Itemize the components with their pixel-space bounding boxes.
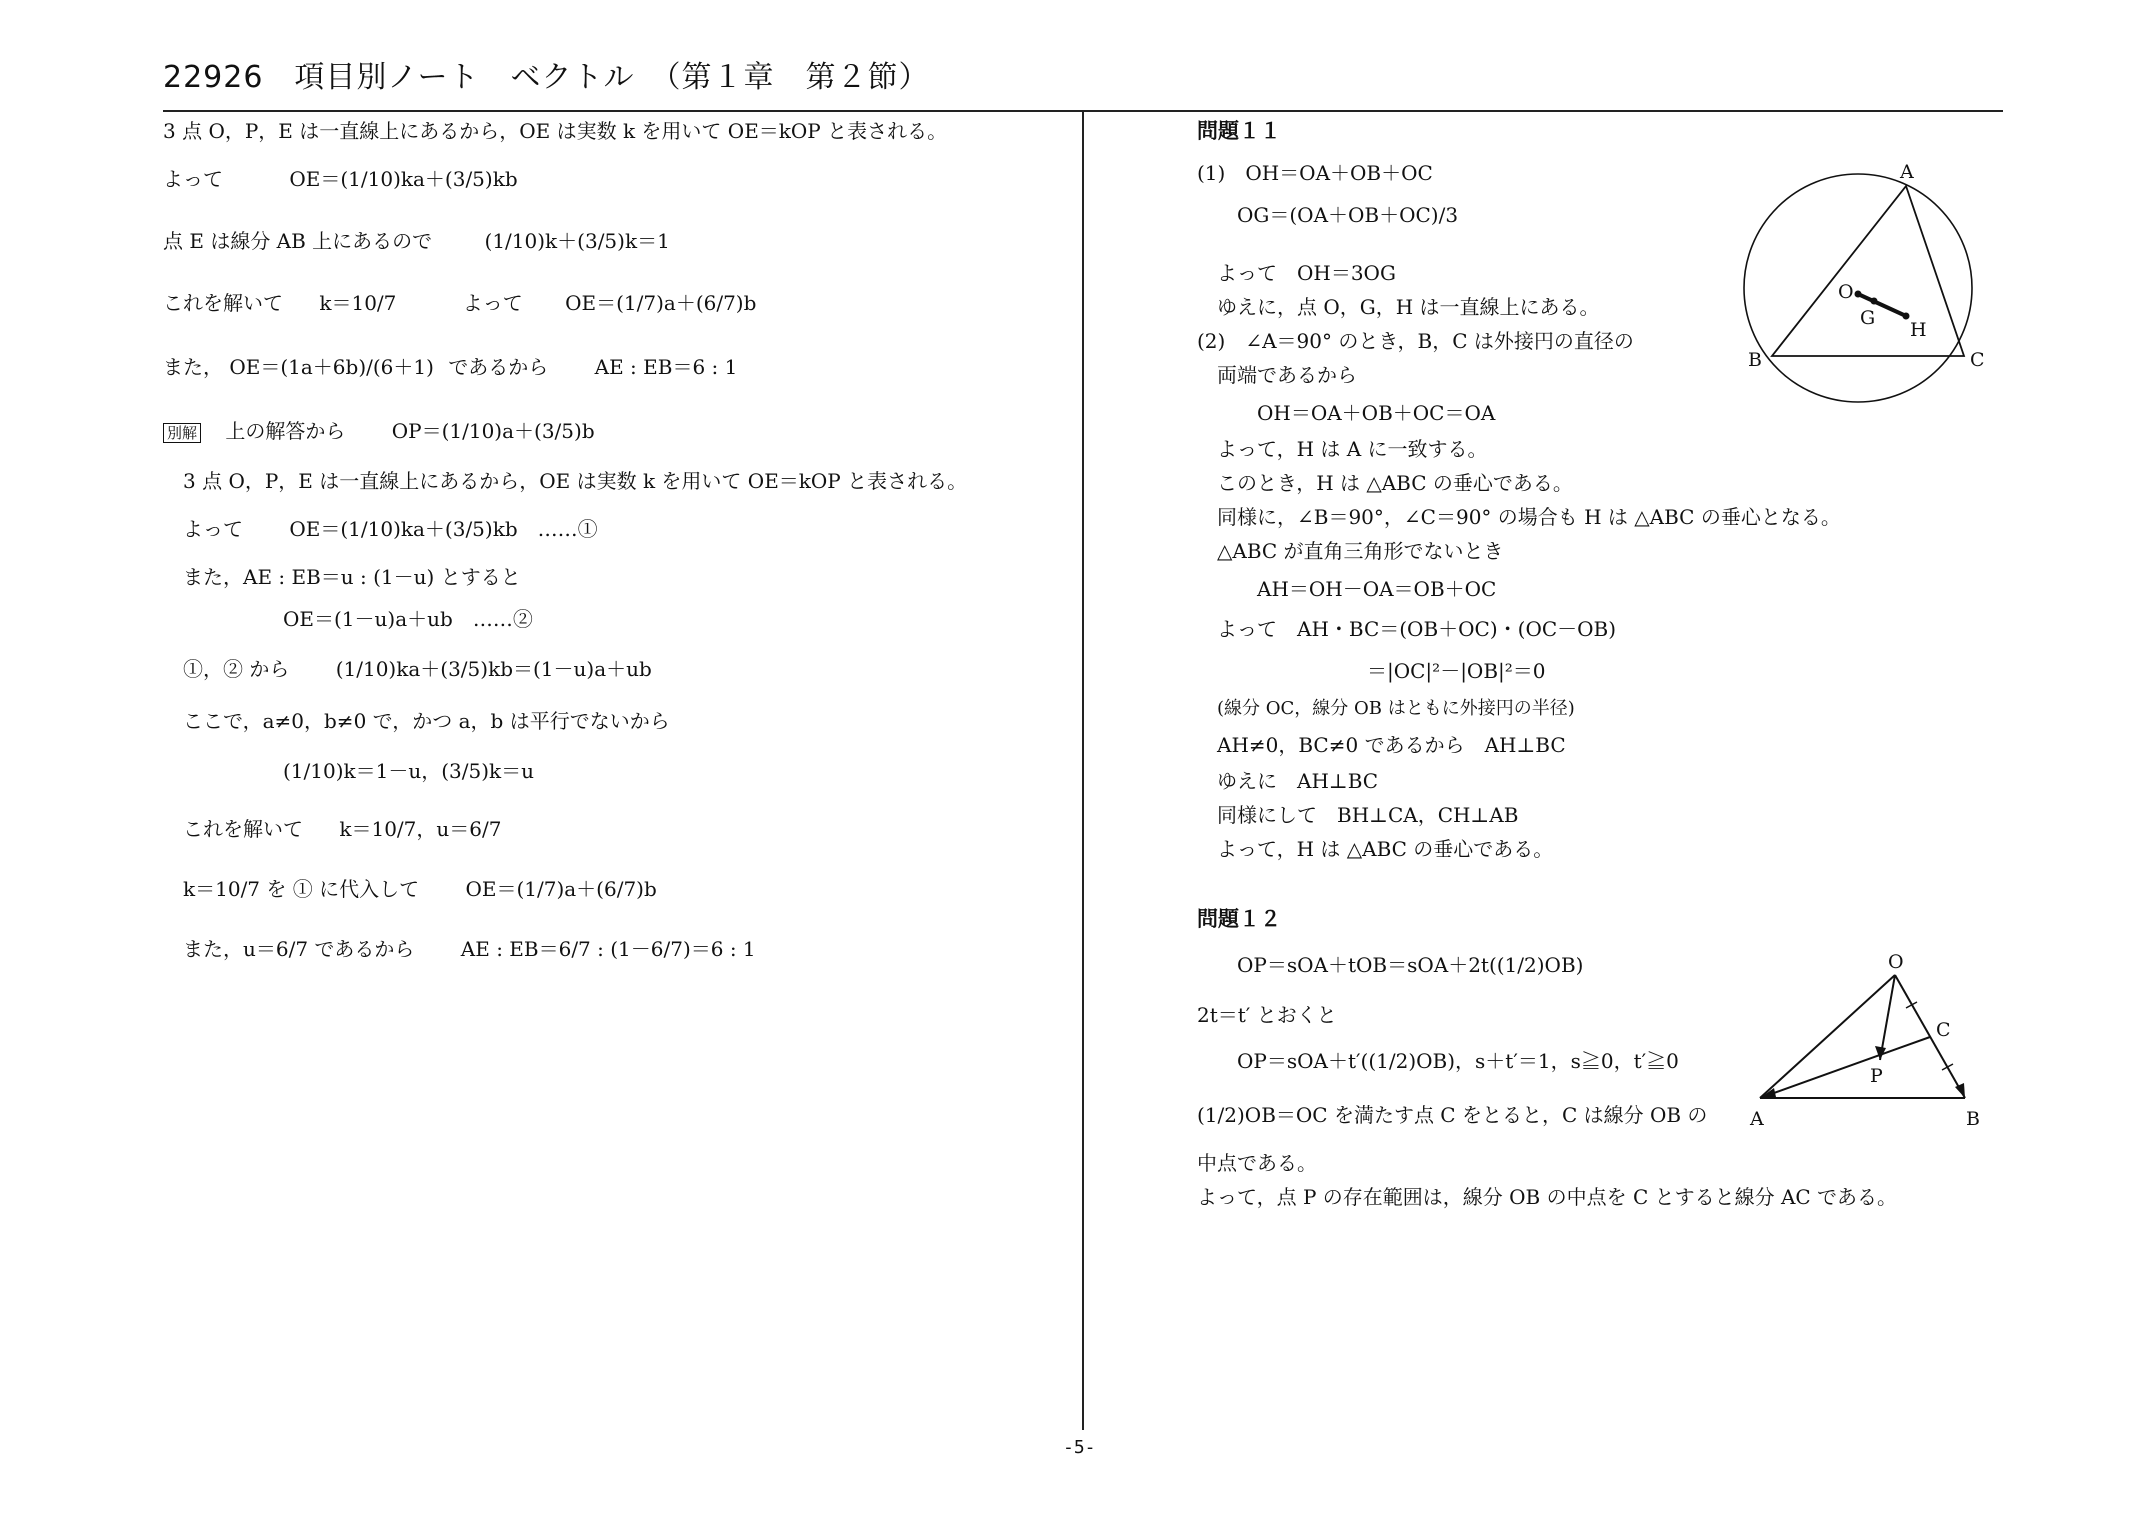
label-o: O <box>1838 281 1854 303</box>
triangle-oab-figure <box>1740 950 2000 1140</box>
text: また，u＝6/7 であるから <box>183 937 415 961</box>
text: 上の解答から <box>225 419 346 443</box>
text: よって <box>163 167 223 191</box>
alt-line-5 <box>183 656 652 682</box>
arrow-b <box>1955 1083 1965 1098</box>
p11-line-4: ゆえに，点 O，G，H は一直線上にある。 <box>1217 295 1600 319</box>
problem-12-title: 問題１２ <box>1197 907 1281 931</box>
p11-line-18: 同様にして BH⊥CA，CH⊥AB <box>1217 803 1519 827</box>
text: これを解いて <box>183 817 303 841</box>
column-divider <box>1082 112 1084 1430</box>
triangle-abc <box>1772 186 1964 356</box>
label-p2: P <box>1870 1065 1883 1087</box>
ratio: AE : EB＝6 : 1 <box>594 355 738 379</box>
text: また， <box>163 355 223 379</box>
p11-line-16: AH≠0，BC≠0 であるから AH⊥BC <box>1217 733 1566 757</box>
label-c2: C <box>1936 1019 1951 1041</box>
p11-line-11: △ABC が直角三角形でないとき <box>1217 539 1504 563</box>
p11-line-3: よって OH＝3OG <box>1217 261 1396 285</box>
left-line-1: 3 点 O，P，E は一直線上にあるから，OE は実数 k を用いて OE＝kOP と表される。 <box>163 119 948 143</box>
alt-solution-line <box>163 418 595 446</box>
equation: OE＝(1a＋6b)/(6＋1) <box>229 355 434 379</box>
point-g <box>1871 298 1878 305</box>
equation: AE : EB＝6/7 : (1－6/7)＝6 : 1 <box>460 937 756 961</box>
equation: k＝10/7 <box>319 291 397 315</box>
label-g: G <box>1860 307 1876 329</box>
text: k＝10/7 を ① に代入して <box>183 877 420 901</box>
left-line-3 <box>163 228 670 254</box>
equation: (1/10)ka＋(3/5)kb＝(1－u)a＋ub <box>335 657 652 681</box>
equation: OE＝(1/7)a＋(6/7)b <box>465 877 657 901</box>
equation: (1/10)k＋(3/5)k＝1 <box>484 229 670 253</box>
equation: OP＝(1/10)a＋(3/5)b <box>391 419 595 443</box>
text: これを解いて <box>163 291 283 315</box>
p11-line-19: よって，H は △ABC の垂心である。 <box>1217 837 1554 861</box>
text: よって <box>183 517 243 541</box>
equation: OE＝(1/10)ka＋(3/5)kb ……① <box>289 517 598 541</box>
alt-line-9 <box>183 876 657 902</box>
alt-line-2 <box>183 516 598 542</box>
point-h <box>1903 313 1910 320</box>
alt-line-4: OE＝(1－u)a＋ub ……② <box>283 607 533 631</box>
equation: OE＝(1/10)ka＋(3/5)kb <box>289 167 518 191</box>
p12-line-1: OP＝sOA＋tOB＝sOA＋2t((1/2)OB) <box>1237 953 1584 977</box>
p11-line-1: (1) OH＝OA＋OB＋OC <box>1197 161 1433 185</box>
circumcircle-figure <box>1730 160 1990 420</box>
p11-line-13: よって AH・BC＝(OB＋OC)・(OC－OB) <box>1217 617 1617 641</box>
alt-line-3: また，AE : EB＝u : (1－u) とすると <box>183 565 521 589</box>
p11-line-7: OH＝OA＋OB＋OC＝OA <box>1257 401 1496 425</box>
p11-line-8: よって，H は A に一致する。 <box>1217 437 1488 461</box>
alt-line-1: 3 点 O，P，E は一直線上にあるから，OE は実数 k を用いて OE＝kOP と表される。 <box>183 469 968 493</box>
alt-line-10 <box>183 936 756 962</box>
p11-line-12: AH＝OH－OA＝OB＋OC <box>1257 577 1497 601</box>
p11-line-6: 両端であるから <box>1217 363 1357 387</box>
label-h: H <box>1910 319 1927 341</box>
p11-line-15: (線分 OC，線分 OB はともに外接円の半径) <box>1217 698 1575 719</box>
problem-11-title: 問題１１ <box>1197 119 1281 143</box>
p12-line-4: (1/2)OB＝OC を満たす点 C をとると，C は線分 OB の <box>1197 1103 1708 1127</box>
alt-badge: 別解 <box>163 423 201 443</box>
text: よって <box>462 291 523 315</box>
p11-line-10: 同様に，∠B＝90°，∠C＝90° の場合も H は △ABC の垂心となる。 <box>1217 505 1841 529</box>
p11-line-14: ＝|OC|²－|OB|²＝0 <box>1367 659 1546 683</box>
point-o <box>1855 291 1862 298</box>
text: であるから <box>448 355 549 379</box>
p12-line-6: よって，点 P の存在範囲は，線分 OB の中点を C とすると線分 AC である。 <box>1197 1185 1898 1209</box>
label-a2: A <box>1750 1108 1764 1130</box>
label-b2: B <box>1966 1108 1980 1130</box>
left-line-5 <box>163 354 737 380</box>
p11-line-17: ゆえに AH⊥BC <box>1217 769 1379 793</box>
circumcircle <box>1744 174 1972 402</box>
edge-ob <box>1895 975 1965 1098</box>
p11-line-9: このとき，H は △ABC の垂心である。 <box>1217 471 1573 495</box>
alt-line-8 <box>183 816 501 842</box>
equation: k＝10/7，u＝6/7 <box>339 817 502 841</box>
text: ①，② から <box>183 657 290 681</box>
p12-line-2: 2t＝t′ とおくと <box>1197 1003 1337 1027</box>
label-o2: O <box>1888 951 1904 973</box>
left-line-2 <box>163 166 518 192</box>
text: 点 E は線分 AB 上にあるので <box>163 229 433 253</box>
label-b: B <box>1748 349 1762 371</box>
p11-line-2: OG＝(OA＋OB＋OC)/3 <box>1237 203 1459 227</box>
page-header: 22926 項目別ノート ベクトル （第１章 第２節） <box>163 60 930 95</box>
p12-line-3: OP＝sOA＋t′((1/2)OB)，s＋t′＝1，s≧0，t′≧0 <box>1237 1049 1679 1073</box>
alt-line-7: (1/10)k＝1－u，(3/5)k＝u <box>283 759 535 783</box>
equation: OE＝(1/7)a＋(6/7)b <box>565 291 757 315</box>
left-line-4 <box>163 290 756 316</box>
alt-line-6: ここで，a≠0，b≠0 で，かつ a，b は平行でないから <box>183 709 670 733</box>
label-a: A <box>1900 161 1914 183</box>
page-number: -5- <box>1063 1437 1096 1458</box>
segment-ac <box>1760 1037 1930 1098</box>
p12-line-5: 中点である。 <box>1197 1151 1317 1175</box>
label-c: C <box>1970 349 1985 371</box>
p11-line-5: (2) ∠A＝90° のとき，B，C は外接円の直径の <box>1197 329 1634 353</box>
